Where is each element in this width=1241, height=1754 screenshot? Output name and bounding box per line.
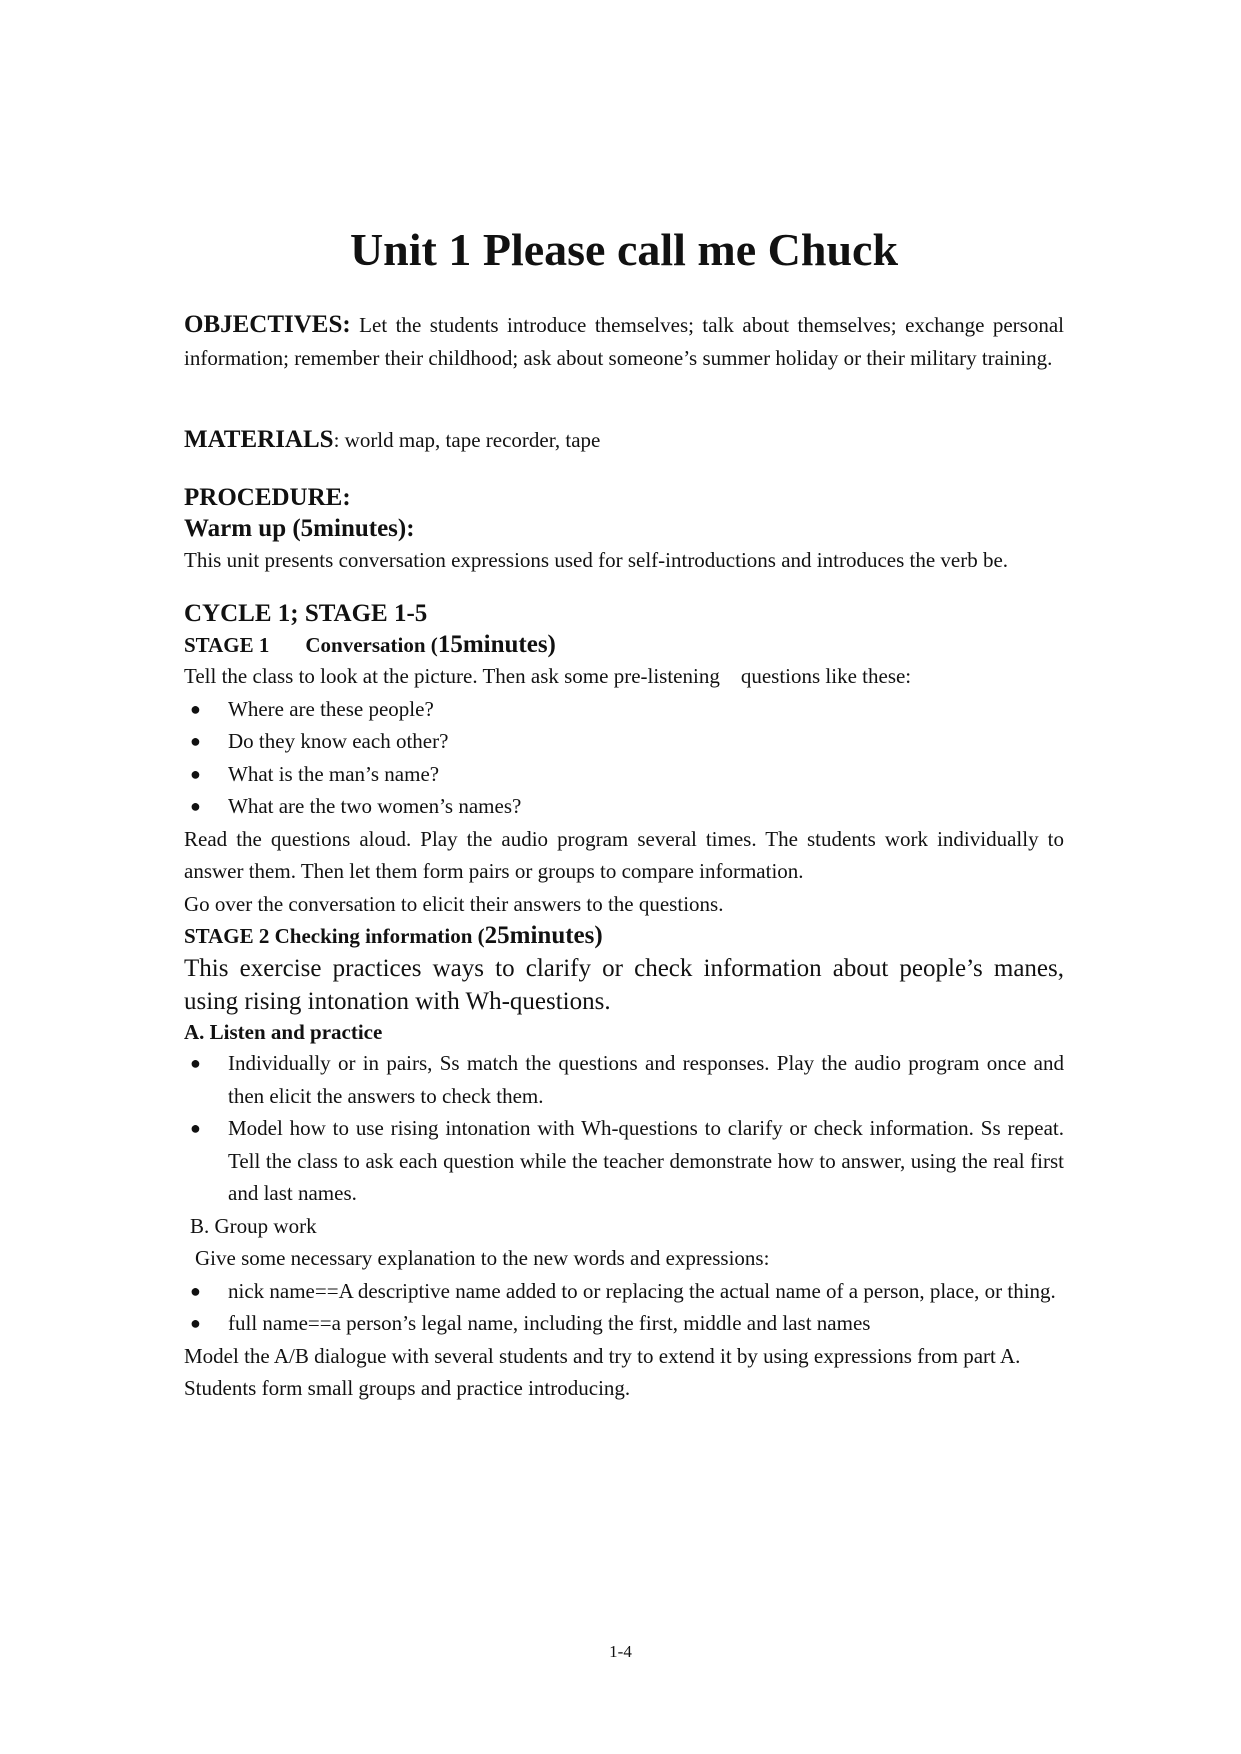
stage1-title: Conversation (	[305, 633, 438, 657]
part-b-intro: Give some necessary explanation to the new words and expressions:	[195, 1246, 770, 1270]
bullet-icon: ●	[190, 1313, 201, 1333]
list-item: ● Where are these people?	[184, 693, 1064, 726]
stage2-heading	[184, 920, 1064, 952]
part-b-list	[184, 1275, 1064, 1340]
stage2-time: 25minutes)	[484, 922, 603, 949]
objectives-text: Let the students introduce themselves; talk about themselves; exchange personal information; remember their childhood; ask about someone’s summer holiday or their military training.	[184, 313, 1064, 370]
bullet-icon: ●	[190, 763, 201, 784]
list-item: ● Do they know each other?	[184, 725, 1064, 758]
part-b-heading: B. Group work	[190, 1213, 317, 1238]
bullet-icon: ●	[190, 1053, 201, 1073]
procedure-heading: PROCEDURE:	[184, 484, 351, 511]
page-number: 1-4	[609, 1642, 632, 1661]
stage2-label: STAGE 2 Checking information (	[184, 924, 485, 948]
stage1-intro: Tell the class to look at the picture. Then ask some pre-listening questions like these:	[184, 664, 912, 688]
warmup-heading: Warm up (5minutes):	[184, 515, 415, 542]
cycle-heading: CYCLE 1; STAGE 1-5	[184, 600, 428, 627]
list-item: ● What are the two women’s names?	[184, 790, 1064, 823]
objectives-section	[184, 309, 1064, 374]
stage1-question-list	[184, 693, 1064, 823]
stage2-lead: This exercise practices ways to clarify or check information about people’s manes, using rising intonation with Wh-questions.	[184, 955, 1064, 1015]
list-item: ● What is the man’s name?	[184, 758, 1064, 791]
list-item: ● Individually or in pairs, Ss match the questions and responses. Play the audio program once and then elicit the answers to check them.	[184, 1047, 1064, 1112]
stage1-paragraph: Read the questions aloud. Play the audio program several times. The students work individually to answer them. Then let them form pairs or groups to compare information.	[184, 826, 1064, 883]
materials-section	[184, 424, 1064, 457]
part-a-heading: A. Listen and practice	[184, 1020, 383, 1044]
procedure-section	[184, 482, 1064, 577]
cycle-section	[184, 598, 1064, 920]
list-item: ● full name==a person’s legal name, including the first, middle and last names	[184, 1307, 1064, 1340]
stage1-label: STAGE 1	[184, 633, 270, 657]
bullet-icon: ●	[190, 796, 201, 816]
materials-text: : world map, tape recorder, tape	[333, 428, 601, 452]
stage2-section	[184, 920, 1064, 1405]
list-item: ● Model how to use rising intonation with Wh-questions to clarify or check information. Ss repeat. Tell the class to ask each question while the teacher demonstrate how to answer, using the real first and last names.	[184, 1112, 1064, 1210]
materials-label: MATERIALS	[184, 426, 334, 453]
stage1-paragraph-2: Go over the conversation to elicit their answers to the questions.	[184, 891, 724, 916]
bullet-icon: ●	[190, 731, 201, 751]
page-title: Unit 1 Please call me Chuck	[349, 224, 899, 275]
bullet-icon: ●	[190, 1118, 201, 1138]
stage2-closing-2: Students form small groups and practice introducing.	[184, 1376, 631, 1400]
objectives-label: OBJECTIVES:	[184, 311, 351, 338]
part-a-list	[184, 1047, 1064, 1210]
stage2-closing: Model the A/B dialogue with several students and try to extend it by using expressions from part A.	[184, 1343, 1021, 1368]
bullet-icon: ●	[190, 698, 201, 719]
warmup-text: This unit presents conversation expressions used for self-introductions and introduces the verb be.	[184, 548, 1009, 572]
stage1-time: 15minutes)	[437, 631, 556, 658]
bullet-icon: ●	[190, 1280, 201, 1301]
list-item: ● nick name==A descriptive name added to or replacing the actual name of a person, place, or thing.	[184, 1275, 1064, 1308]
stage1-heading	[184, 630, 1064, 660]
